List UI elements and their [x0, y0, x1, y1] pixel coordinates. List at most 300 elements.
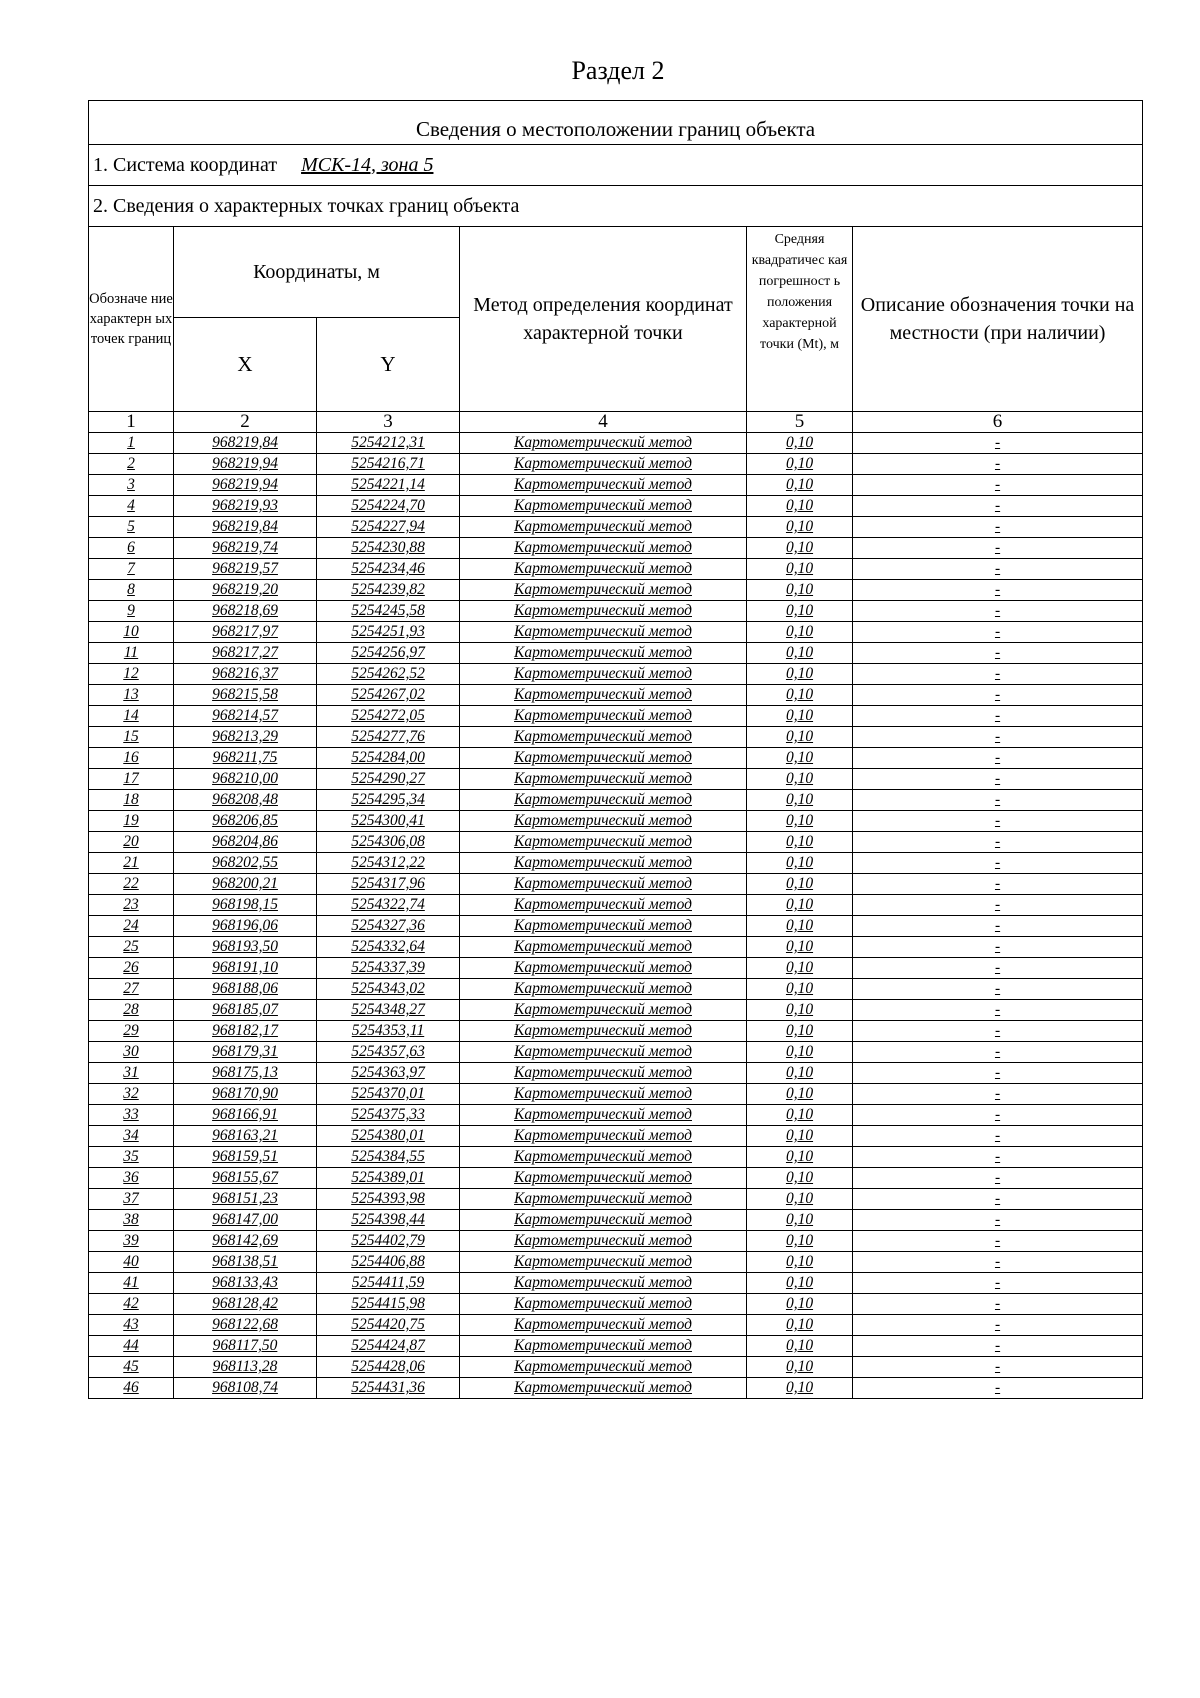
cell-method: [460, 1189, 747, 1210]
point-number-text: 15: [123, 728, 139, 745]
cell-point-description: [853, 811, 1143, 832]
method-text: Картометрический метод: [514, 1337, 692, 1354]
coord-x-text: 968219,57: [212, 560, 278, 577]
method-text: Картометрический метод: [514, 1043, 692, 1060]
cell-point-description: [853, 433, 1143, 454]
cell-point-number: [89, 832, 174, 853]
method-text: Картометрический метод: [514, 875, 692, 892]
point-number-text: 35: [123, 1148, 139, 1165]
error-mt-text: 0,10: [785, 1379, 814, 1396]
error-mt-text: 0,10: [785, 1106, 814, 1123]
cell-method: [460, 706, 747, 727]
point-description-text: -: [994, 665, 1001, 682]
point-number-text: 42: [123, 1295, 139, 1312]
coord-x-text: 968218,69: [212, 602, 278, 619]
point-description-text: -: [994, 1022, 1001, 1039]
error-mt-text: 0,10: [785, 896, 814, 913]
point-number-text: 37: [123, 1190, 139, 1207]
cell-point-description: [853, 1252, 1143, 1273]
point-description-text: -: [994, 1169, 1001, 1186]
coordinate-system-row: [89, 145, 1143, 186]
error-mt-text: 0,10: [785, 833, 814, 850]
cell-point-description: [853, 937, 1143, 958]
coord-y-text: 5254227,94: [351, 518, 425, 535]
cell-coord-y: [317, 1063, 460, 1084]
cell-method: [460, 1357, 747, 1378]
table-row: [89, 727, 1143, 748]
point-number-text: 16: [123, 749, 139, 766]
cell-error-mt: [747, 916, 853, 937]
coord-x-text: 968188,06: [212, 980, 278, 997]
cell-point-number: [89, 1378, 174, 1399]
coord-x-text: 968219,94: [212, 476, 278, 493]
cell-method: [460, 1168, 747, 1189]
error-mt-text: 0,10: [785, 1358, 814, 1375]
table-row: [89, 496, 1143, 517]
point-description-text: -: [994, 434, 1001, 451]
error-mt-text: 0,10: [785, 1316, 814, 1333]
cell-error-mt: [747, 643, 853, 664]
error-mt-text: 0,10: [785, 980, 814, 997]
coord-y-text: 5254370,01: [351, 1085, 425, 1102]
method-text: Картометрический метод: [514, 1295, 692, 1312]
cell-coord-x: [174, 1378, 317, 1399]
table-row: [89, 1189, 1143, 1210]
point-number-text: 8: [127, 581, 135, 598]
cell-method: [460, 664, 747, 685]
cell-coord-y: [317, 496, 460, 517]
cell-point-description: [853, 622, 1143, 643]
column-number: 1: [89, 412, 174, 433]
point-description-text: -: [994, 812, 1001, 829]
cell-point-description: [853, 601, 1143, 622]
coord-x-text: 968217,27: [212, 644, 278, 661]
point-number-text: 1: [127, 434, 135, 451]
table-row: [89, 454, 1143, 475]
table-row: [89, 433, 1143, 454]
point-description-text: -: [994, 1274, 1001, 1291]
cell-coord-x: [174, 916, 317, 937]
cell-point-number: [89, 454, 174, 475]
method-text: Картометрический метод: [514, 1232, 692, 1249]
cell-point-number: [89, 1168, 174, 1189]
error-mt-text: 0,10: [785, 497, 814, 514]
table-row: [89, 1063, 1143, 1084]
point-number-text: 4: [127, 497, 135, 514]
cell-coord-y: [317, 433, 460, 454]
coord-x-text: 968155,67: [212, 1169, 278, 1186]
method-text: Картометрический метод: [514, 623, 692, 640]
cell-point-description: [853, 1210, 1143, 1231]
cell-point-number: [89, 895, 174, 916]
coord-y-text: 5254251,93: [351, 623, 425, 640]
cell-error-mt: [747, 1294, 853, 1315]
coord-y-text: 5254389,01: [351, 1169, 425, 1186]
table-row: [89, 832, 1143, 853]
cell-method: [460, 1315, 747, 1336]
cell-coord-x: [174, 1105, 317, 1126]
table-row: [89, 622, 1143, 643]
cell-coord-x: [174, 1147, 317, 1168]
point-description-text: -: [994, 1085, 1001, 1102]
cell-coord-y: [317, 895, 460, 916]
coord-x-text: 968159,51: [212, 1148, 278, 1165]
cell-coord-y: [317, 790, 460, 811]
cell-coord-x: [174, 559, 317, 580]
point-number-text: 33: [123, 1106, 139, 1123]
cell-method: [460, 1273, 747, 1294]
coord-x-text: 968219,93: [212, 497, 278, 514]
cell-coord-y: [317, 958, 460, 979]
method-text: Картометрический метод: [514, 1358, 692, 1375]
point-number-text: 3: [127, 476, 135, 493]
cell-coord-x: [174, 790, 317, 811]
method-text: Картометрический метод: [514, 539, 692, 556]
point-number-text: 24: [123, 917, 139, 934]
point-description-text: -: [994, 518, 1001, 535]
error-mt-text: 0,10: [785, 1211, 814, 1228]
point-number-text: 41: [123, 1274, 139, 1291]
cell-point-description: [853, 958, 1143, 979]
point-description-text: -: [994, 770, 1001, 787]
cell-error-mt: [747, 601, 853, 622]
cell-method: [460, 1000, 747, 1021]
cell-point-description: [853, 1357, 1143, 1378]
coord-x-text: 968166,91: [212, 1106, 278, 1123]
cell-error-mt: [747, 475, 853, 496]
cell-coord-x: [174, 622, 317, 643]
point-number-text: 36: [123, 1169, 139, 1186]
coord-x-text: 968128,42: [212, 1295, 278, 1312]
point-number-text: 20: [123, 833, 139, 850]
header-method: Метод определения координат характерной точки: [460, 227, 747, 412]
point-description-text: -: [994, 1337, 1001, 1354]
coord-y-text: 5254230,88: [351, 539, 425, 556]
method-text: Картометрический метод: [514, 980, 692, 997]
point-description-text: -: [994, 1358, 1001, 1375]
table-row: [89, 1042, 1143, 1063]
cell-point-number: [89, 433, 174, 454]
cell-point-description: [853, 496, 1143, 517]
cell-point-description: [853, 1273, 1143, 1294]
point-number-text: 28: [123, 1001, 139, 1018]
point-description-text: -: [994, 1190, 1001, 1207]
cell-point-number: [89, 1252, 174, 1273]
cell-point-description: [853, 1063, 1143, 1084]
coord-y-text: 5254332,64: [351, 938, 425, 955]
coord-x-text: 968147,00: [212, 1211, 278, 1228]
cell-error-mt: [747, 559, 853, 580]
cell-coord-y: [317, 1147, 460, 1168]
cell-coord-x: [174, 1273, 317, 1294]
cell-coord-x: [174, 538, 317, 559]
cell-point-description: [853, 916, 1143, 937]
error-mt-text: 0,10: [785, 602, 814, 619]
cell-coord-x: [174, 748, 317, 769]
method-text: Картометрический метод: [514, 455, 692, 472]
cell-point-description: [853, 1021, 1143, 1042]
cell-coord-y: [317, 748, 460, 769]
cell-method: [460, 937, 747, 958]
column-number: 3: [317, 412, 460, 433]
cell-method: [460, 643, 747, 664]
method-text: Картометрический метод: [514, 1379, 692, 1396]
coord-x-text: 968213,29: [212, 728, 278, 745]
cell-method: [460, 1336, 747, 1357]
cell-point-number: [89, 1357, 174, 1378]
cell-method: [460, 769, 747, 790]
cell-coord-y: [317, 832, 460, 853]
cell-method: [460, 433, 747, 454]
coord-x-text: 968198,15: [212, 896, 278, 913]
cell-coord-y: [317, 685, 460, 706]
point-number-text: 13: [123, 686, 139, 703]
point-number-text: 40: [123, 1253, 139, 1270]
cell-point-description: [853, 790, 1143, 811]
cell-error-mt: [747, 1021, 853, 1042]
cell-method: [460, 1084, 747, 1105]
cell-coord-y: [317, 1000, 460, 1021]
cell-method: [460, 790, 747, 811]
cell-point-number: [89, 580, 174, 601]
point-number-text: 34: [123, 1127, 139, 1144]
point-number-text: 17: [123, 770, 139, 787]
error-mt-text: 0,10: [785, 686, 814, 703]
cell-point-description: [853, 517, 1143, 538]
point-description-text: -: [994, 1001, 1001, 1018]
cell-coord-y: [317, 1168, 460, 1189]
cell-coord-y: [317, 874, 460, 895]
cell-error-mt: [747, 958, 853, 979]
coord-x-text: 968219,94: [212, 455, 278, 472]
cell-point-number: [89, 979, 174, 1000]
cell-coord-x: [174, 1252, 317, 1273]
coord-x-text: 968219,74: [212, 539, 278, 556]
cell-point-description: [853, 1294, 1143, 1315]
point-description-text: -: [994, 1211, 1001, 1228]
cell-method: [460, 1105, 747, 1126]
cell-method: [460, 622, 747, 643]
coord-x-text: 968113,28: [212, 1358, 278, 1375]
cell-point-description: [853, 895, 1143, 916]
coord-y-text: 5254402,79: [351, 1232, 425, 1249]
cell-coord-y: [317, 1126, 460, 1147]
cell-coord-y: [317, 1273, 460, 1294]
cell-error-mt: [747, 1357, 853, 1378]
point-number-text: 19: [123, 812, 139, 829]
table-row: [89, 1105, 1143, 1126]
coord-x-text: 968170,90: [212, 1085, 278, 1102]
table-row: [89, 1147, 1143, 1168]
coord-x-text: 968206,85: [212, 812, 278, 829]
coord-x-text: 968211,75: [212, 749, 278, 766]
cell-error-mt: [747, 811, 853, 832]
method-text: Картометрический метод: [514, 686, 692, 703]
cell-method: [460, 1021, 747, 1042]
point-description-text: -: [994, 623, 1001, 640]
point-description-text: -: [994, 1064, 1001, 1081]
point-description-text: -: [994, 917, 1001, 934]
point-number-text: 31: [123, 1064, 139, 1081]
cell-method: [460, 895, 747, 916]
point-description-text: -: [994, 1127, 1001, 1144]
column-numbers-row: [89, 412, 1143, 433]
cell-point-description: [853, 1315, 1143, 1336]
point-description-text: -: [994, 1232, 1001, 1249]
cell-error-mt: [747, 1189, 853, 1210]
header-coordinates: Координаты, м: [174, 227, 460, 318]
error-mt-text: 0,10: [785, 854, 814, 871]
cell-error-mt: [747, 454, 853, 475]
method-text: Картометрический метод: [514, 1253, 692, 1270]
coord-y-text: 5254277,76: [351, 728, 425, 745]
point-number-text: 5: [127, 518, 135, 535]
cell-error-mt: [747, 706, 853, 727]
cell-error-mt: [747, 769, 853, 790]
table-row: [89, 475, 1143, 496]
coord-y-text: 5254343,02: [351, 980, 425, 997]
cell-coord-y: [317, 1021, 460, 1042]
coord-x-text: 968202,55: [212, 854, 278, 871]
coordinate-system-value: МСК-14, зона 5: [301, 153, 434, 176]
point-description-text: -: [994, 476, 1001, 493]
point-description-text: -: [994, 686, 1001, 703]
cell-method: [460, 916, 747, 937]
coord-y-text: 5254420,75: [351, 1316, 425, 1333]
cell-error-mt: [747, 937, 853, 958]
cell-method: [460, 853, 747, 874]
error-mt-text: 0,10: [785, 959, 814, 976]
cell-point-description: [853, 1378, 1143, 1399]
table-row: [89, 853, 1143, 874]
coord-x-text: 968179,31: [212, 1043, 278, 1060]
point-description-text: -: [994, 854, 1001, 871]
point-description-text: -: [994, 1148, 1001, 1165]
error-mt-text: 0,10: [785, 875, 814, 892]
error-mt-text: 0,10: [785, 938, 814, 955]
table-row: [89, 706, 1143, 727]
cell-method: [460, 580, 747, 601]
cell-coord-y: [317, 664, 460, 685]
point-number-text: 39: [123, 1232, 139, 1249]
coord-x-text: 968108,74: [212, 1379, 278, 1396]
error-mt-text: 0,10: [785, 707, 814, 724]
coord-y-text: 5254212,31: [351, 434, 425, 451]
coord-y-text: 5254348,27: [351, 1001, 425, 1018]
cell-coord-y: [317, 454, 460, 475]
cell-point-number: [89, 685, 174, 706]
point-number-text: 44: [123, 1337, 139, 1354]
cell-coord-x: [174, 643, 317, 664]
cell-point-description: [853, 1105, 1143, 1126]
error-mt-text: 0,10: [785, 1127, 814, 1144]
coord-x-text: 968175,13: [212, 1064, 278, 1081]
cell-coord-x: [174, 1189, 317, 1210]
cell-method: [460, 1042, 747, 1063]
point-description-text: -: [994, 959, 1001, 976]
cell-error-mt: [747, 979, 853, 1000]
coord-x-text: 968208,48: [212, 791, 278, 808]
table-row: [89, 559, 1143, 580]
cell-method: [460, 601, 747, 622]
point-number-text: 7: [127, 560, 135, 577]
point-description-text: -: [994, 791, 1001, 808]
cell-error-mt: [747, 1063, 853, 1084]
coord-y-text: 5254262,52: [351, 665, 425, 682]
cell-error-mt: [747, 1231, 853, 1252]
cell-coord-y: [317, 706, 460, 727]
cell-point-description: [853, 706, 1143, 727]
point-description-text: -: [994, 560, 1001, 577]
cell-coord-y: [317, 580, 460, 601]
coord-y-text: 5254431,36: [351, 1379, 425, 1396]
table-caption: Сведения о местоположении границ объекта: [89, 101, 1143, 145]
cell-coord-x: [174, 1357, 317, 1378]
cell-point-number: [89, 601, 174, 622]
cell-method: [460, 874, 747, 895]
cell-point-description: [853, 832, 1143, 853]
cell-coord-x: [174, 937, 317, 958]
error-mt-text: 0,10: [785, 1148, 814, 1165]
cell-coord-y: [317, 979, 460, 1000]
cell-point-number: [89, 1189, 174, 1210]
cell-coord-y: [317, 1084, 460, 1105]
cell-error-mt: [747, 685, 853, 706]
method-text: Картометрический метод: [514, 959, 692, 976]
cell-point-description: [853, 664, 1143, 685]
cell-coord-x: [174, 874, 317, 895]
point-description-text: -: [994, 1379, 1001, 1396]
cell-coord-x: [174, 895, 317, 916]
cell-point-description: [853, 979, 1143, 1000]
cell-method: [460, 1231, 747, 1252]
cell-coord-x: [174, 1315, 317, 1336]
cell-coord-y: [317, 475, 460, 496]
coord-x-text: 968133,43: [212, 1274, 278, 1291]
cell-point-number: [89, 748, 174, 769]
header-x: X: [174, 318, 317, 412]
table-row: [89, 664, 1143, 685]
error-mt-text: 0,10: [785, 770, 814, 787]
method-text: Картометрический метод: [514, 896, 692, 913]
point-number-text: 23: [123, 896, 139, 913]
point-number-text: 32: [123, 1085, 139, 1102]
cell-point-description: [853, 1042, 1143, 1063]
method-text: Картометрический метод: [514, 497, 692, 514]
error-mt-text: 0,10: [785, 644, 814, 661]
coord-y-text: 5254224,70: [351, 497, 425, 514]
coordinate-system-label: 1. Система координат: [93, 153, 278, 176]
cell-point-number: [89, 1231, 174, 1252]
coord-x-text: 968185,07: [212, 1001, 278, 1018]
point-number-text: 14: [123, 707, 139, 724]
cell-coord-y: [317, 601, 460, 622]
cell-coord-x: [174, 454, 317, 475]
point-description-text: -: [994, 896, 1001, 913]
cell-method: [460, 748, 747, 769]
method-text: Картометрический метод: [514, 770, 692, 787]
cell-error-mt: [747, 538, 853, 559]
cell-method: [460, 811, 747, 832]
method-text: Картометрический метод: [514, 644, 692, 661]
point-number-text: 25: [123, 938, 139, 955]
table-row: [89, 916, 1143, 937]
cell-method: [460, 454, 747, 475]
coord-x-text: 968210,00: [212, 770, 278, 787]
method-text: Картометрический метод: [514, 602, 692, 619]
cell-coord-y: [317, 1210, 460, 1231]
cell-point-number: [89, 643, 174, 664]
